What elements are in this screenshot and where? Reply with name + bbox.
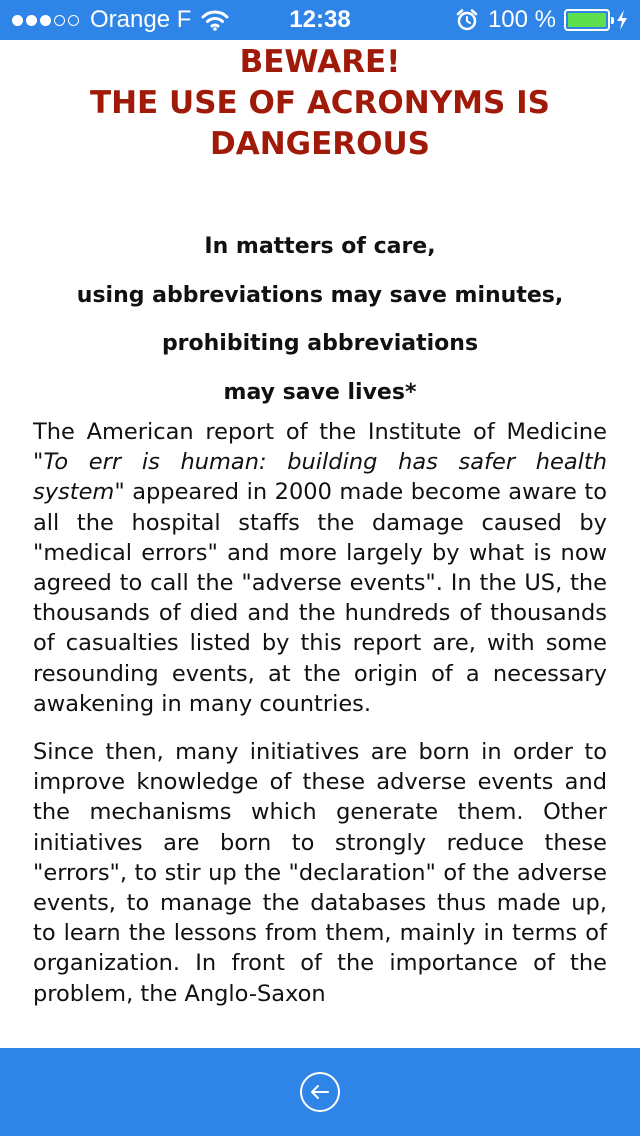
signal-strength-icon [12, 15, 82, 26]
battery-tip [611, 17, 614, 24]
signal-dot [26, 15, 37, 26]
paragraph-text: " appeared in 2000 made become aware to all the hospital staffs the damage caused by "medical errors" and more largely by what is now agreed to call the "adverse events". In the US, the thousands of died and the hundreds of thousands of casualties listed by this report are, with some resounding events, at the origin of a necessary awakening in many countries. [33, 479, 607, 717]
italic-citation: To err is human: building has safer health system [33, 449, 607, 506]
status-right [456, 6, 628, 34]
battery-percent: 100 % [487, 6, 556, 33]
alarm-icon [456, 9, 478, 31]
paragraph-text: The American report of the Institute of Medicine " [33, 419, 607, 476]
paragraph: Since then, many initiatives are born in order to improve knowledge of these adverse events and the mechanisms which generate them. Other initiatives are born to strongly reduce these "errors", to stir up the "declaration" of the adverse events, to manage the databases thus made up, to learn the lessons from them, mainly in terms of organization. In front of the importance of the problem, the Anglo-Saxon [33, 739, 607, 1007]
status-left [12, 6, 229, 34]
wifi-icon [201, 9, 229, 31]
bottom-toolbar [0, 1048, 640, 1136]
signal-dot [40, 15, 51, 26]
motto-line: prohibiting abbreviations [161, 331, 479, 356]
title-line: THE USE OF ACRONYMS IS [89, 85, 551, 121]
status-bar [0, 0, 640, 40]
signal-dot [54, 15, 65, 26]
article-title [0, 42, 640, 165]
battery-icon [564, 9, 610, 31]
charging-icon [616, 9, 628, 31]
back-button[interactable] [300, 1072, 340, 1112]
title-line: BEWARE! [239, 44, 401, 80]
clock: 12:38 [289, 6, 351, 33]
article-body [0, 417, 640, 1009]
title-line: DANGEROUS [209, 126, 430, 162]
battery-fill [568, 13, 606, 27]
motto-line: In matters of care, [204, 234, 436, 259]
motto [0, 235, 640, 405]
article-content[interactable] [0, 40, 640, 1048]
motto-line: may save lives* [223, 379, 417, 405]
paragraph [33, 417, 607, 719]
signal-dot [68, 15, 79, 26]
motto-line: using abbreviations may save minutes, [76, 282, 564, 308]
signal-dot [12, 15, 23, 26]
back-arrow-icon [307, 1079, 333, 1105]
carrier-name: Orange F [90, 6, 192, 33]
